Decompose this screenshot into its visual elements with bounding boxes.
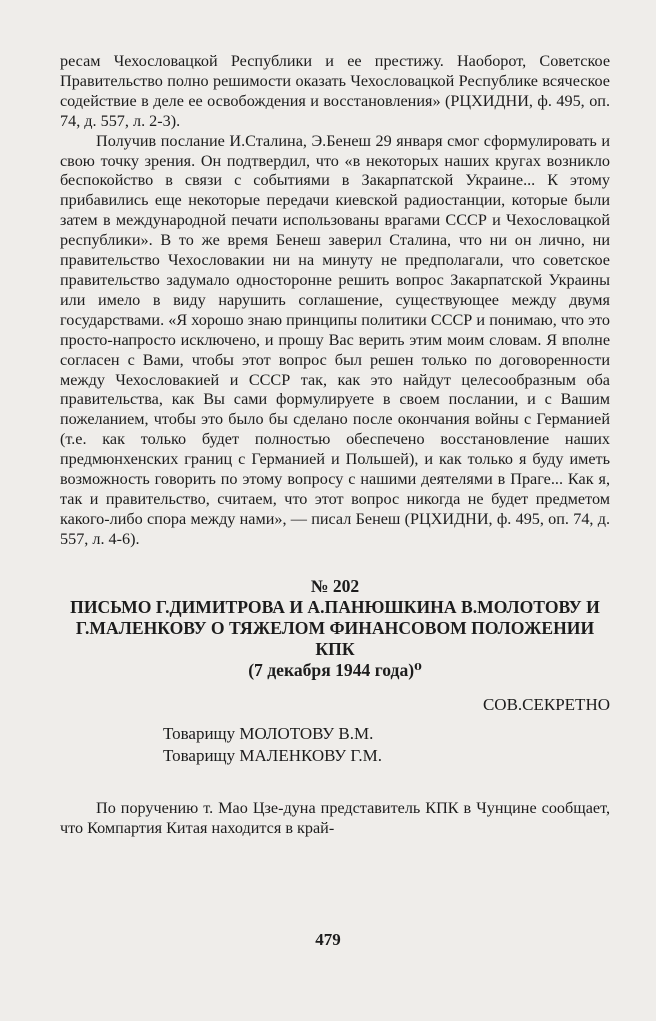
addressee-block — [163, 723, 610, 767]
body-paragraph-1: ресам Чехословацкой Республики и ее престижу. Наоборот, Советское Правительство полно решимости оказать Чехословацкой Республике всяческое содействие в деле ее освобождения и восстановления» (РЦХИДНИ, ф. 495, оп. 74, д. 557, л. 2-3). — [60, 52, 610, 130]
body-paragraph-2: Получив послание И.Сталина, Э.Бенеш 29 января смог сформулировать и свою точку зрения. Он подтвердил, что «в некоторых наших кругах возникло беспокойство в связи с событиями в Закарпатской Украине... К этому прибавились еще некоторые передачи киевской радиостанции, которые были затем в международной печати использованы врагами СССР и Чехословацкой республики». В то же время Бенеш заверил Сталина, что ни он лично, ни правительство Чехословакии ни на минуту не предполагали, что советское правительство задумало односторонне решить вопрос Закарпатской Украины или имело в виду нарушить соглашение, существующее между двумя государствами. «Я хорошо знаю принципы политики СССР и понимаю, что это просто-напросто исключено, и прошу Вас верить этим моим словам. Я вполне согласен с Вами, чтобы этот вопрос был решен только по договоренности между Чехословакией и СССР так, как это найдут целесообразным оба правительства, как Вы сами формулируете в своем послании, и с Вашим пожеланием, чтобы это было бы сделано после окончания войны с Германией (т.е. как только будет полностью обеспечено восстановление наших предмюнхенских границ с Германией и Польшей), и как только я буду иметь возможность говорить по этому вопросу с нашими деятелями в Праге... Как я, так и правительство, считаем, что этот вопрос никогда не будет предметом какого-либо спора между нами», — писал Бенеш (РЦХИДНИ, ф. 495, оп. 74, д. 557, л. 4-6). — [60, 131, 610, 548]
page-number: 479 — [315, 930, 341, 949]
classification-stamp: СОВ.СЕКРЕТНО — [482, 694, 610, 714]
addressee-molotov: Товарищу МОЛОТОВУ В.М. — [163, 723, 374, 743]
addressee-malenkov: Товарищу МАЛЕНКОВУ Г.М. — [163, 745, 382, 765]
document-number: № 202 — [310, 575, 360, 596]
document-heading — [60, 576, 610, 681]
letter-opening-paragraph: По поручению т. Мао Цзе-дуна представитель КПК в Чунцине сообщает, что Компартия Китая находится в край- — [60, 798, 610, 837]
document-date: (7 декабря 1944 года)⁰ — [248, 659, 422, 680]
page-content — [60, 52, 610, 838]
document-title: ПИСЬМО Г.ДИМИТРОВА И А.ПАНЮШКИНА В.МОЛОТОВУ И Г.МАЛЕНКОВУ О ТЯЖЕЛОМ ФИНАНСОВОМ ПОЛОЖЕНИИ КПК — [70, 596, 600, 659]
